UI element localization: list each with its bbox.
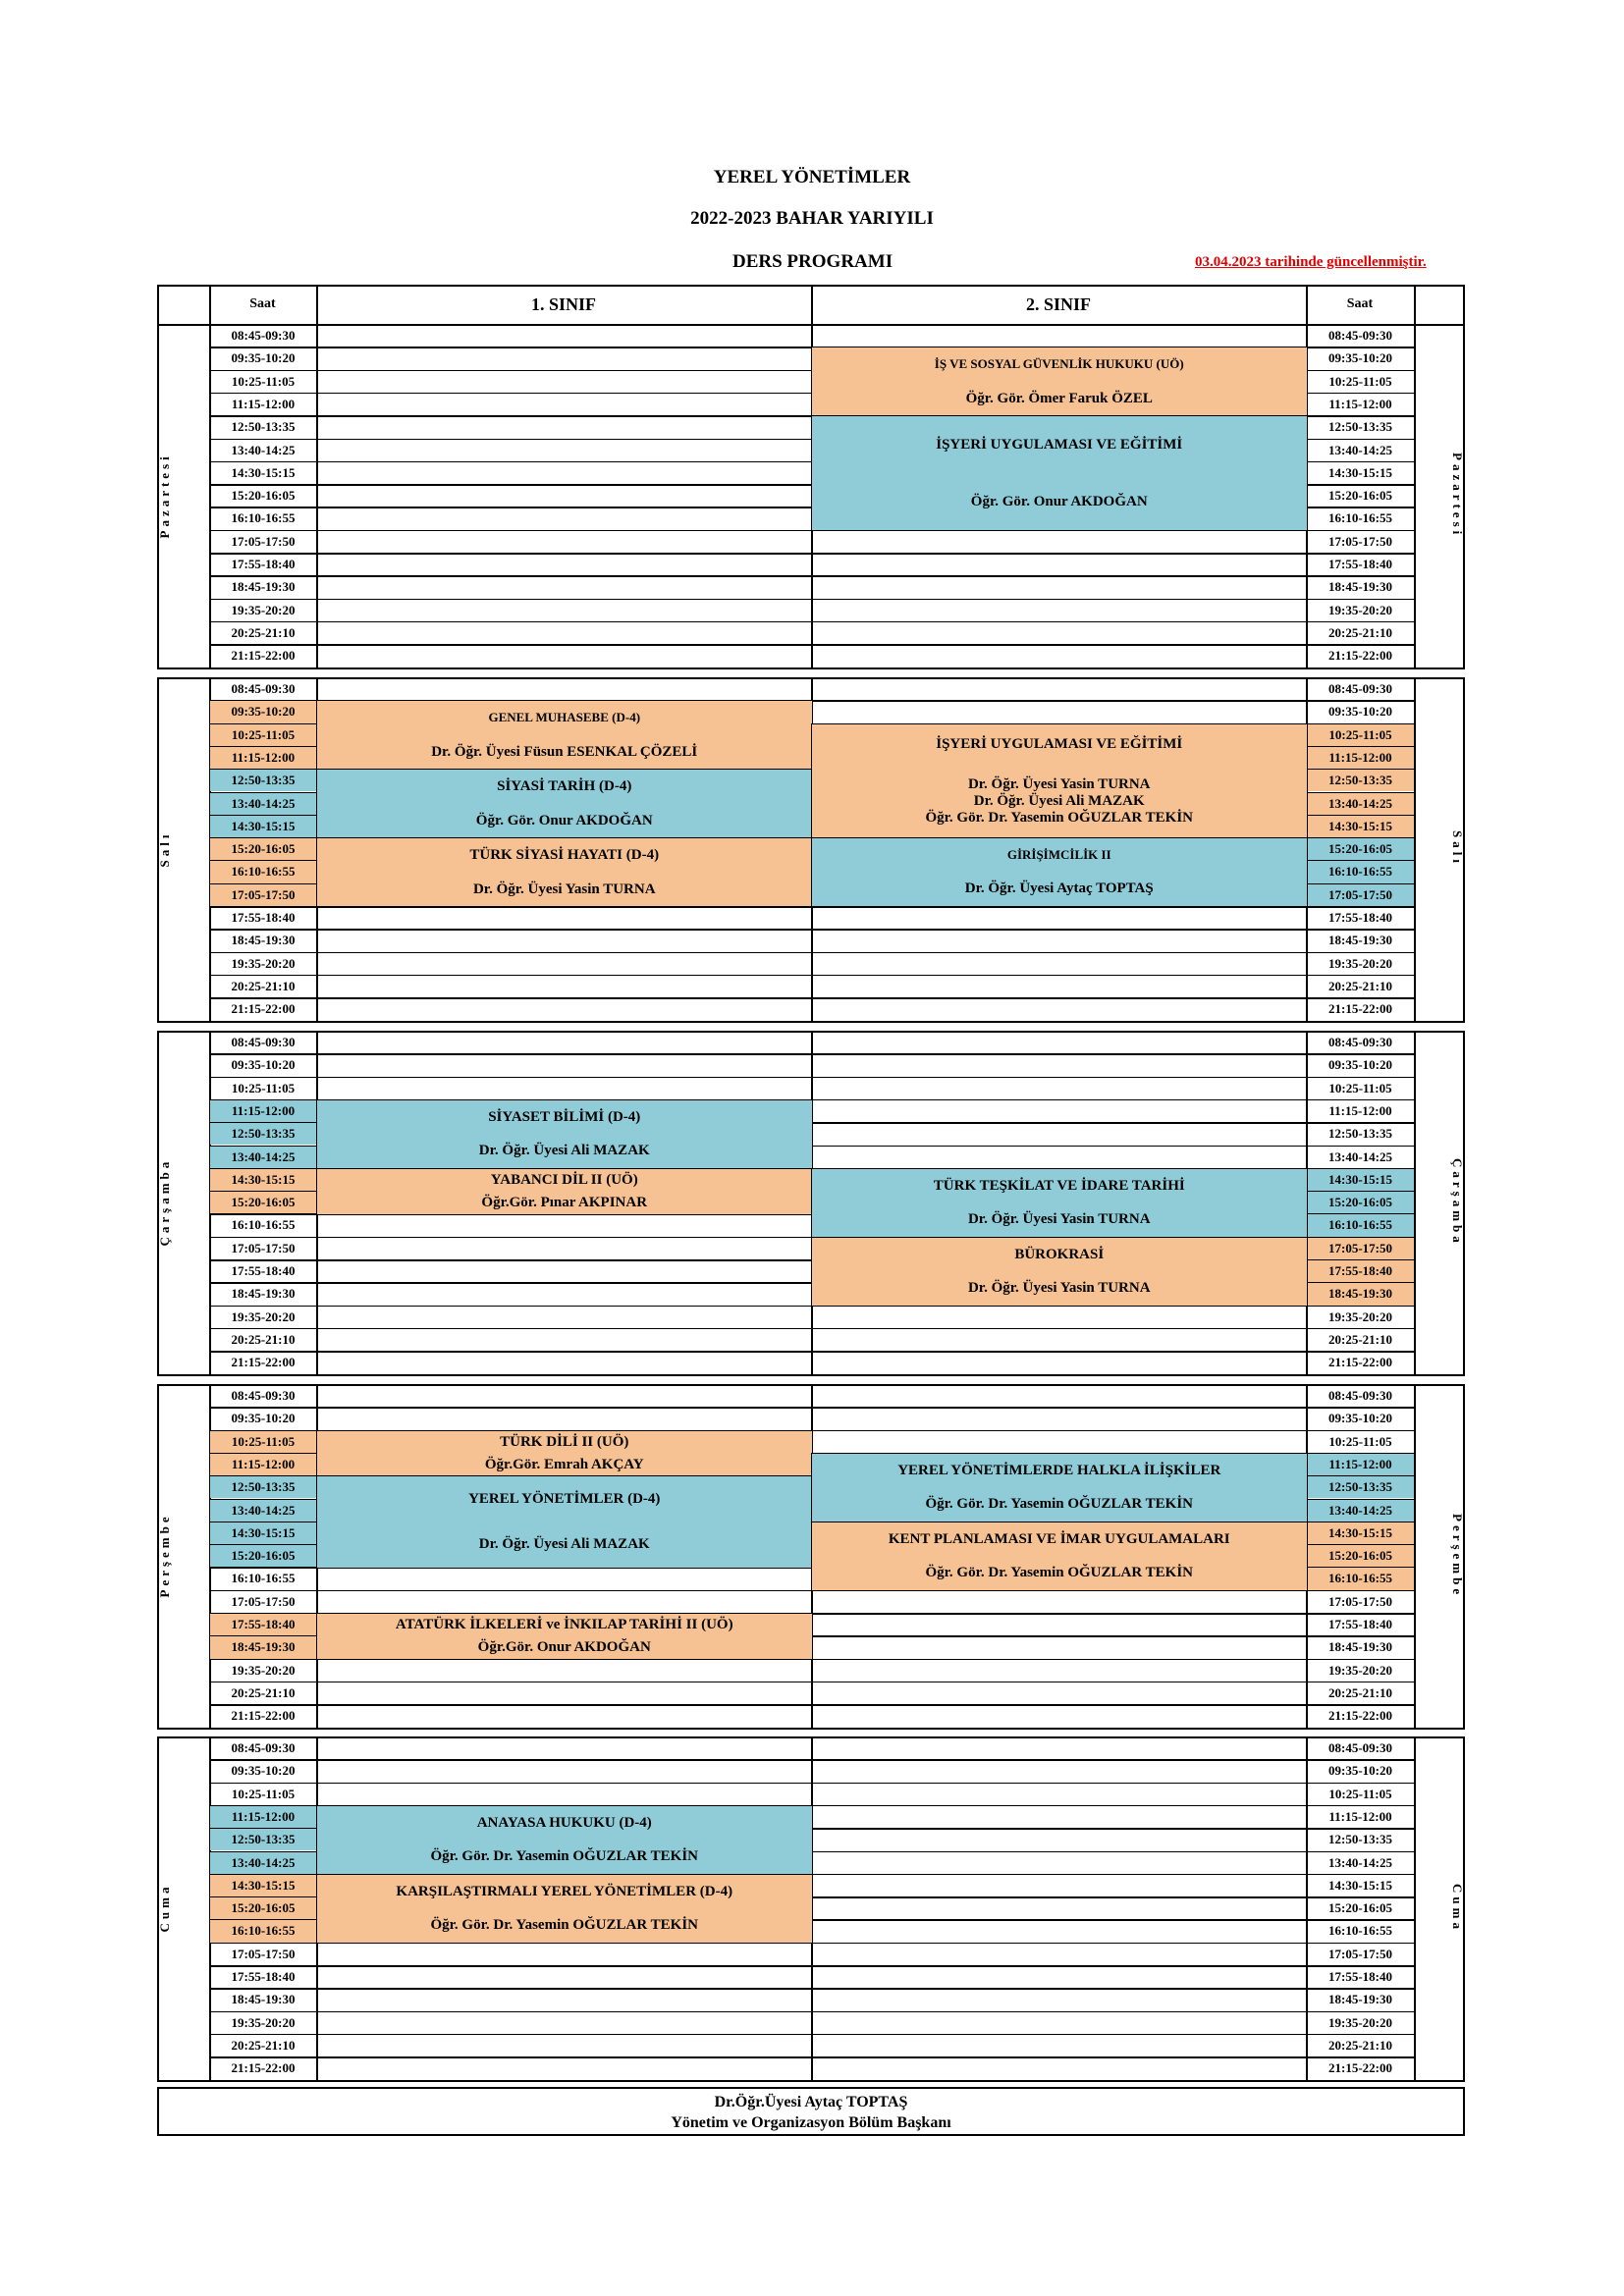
time-slot: 11:15-12:00 bbox=[231, 396, 296, 411]
time-slot: 20:25-21:10 bbox=[1328, 978, 1392, 993]
time-slot: 13:40-14:25 bbox=[1307, 1500, 1414, 1522]
time-slot: 08:45-09:30 bbox=[1328, 1388, 1392, 1403]
time-slot: 13:40-14:25 bbox=[210, 1852, 316, 1874]
time-slot: 09:35-10:20 bbox=[231, 350, 296, 366]
grid-line bbox=[209, 1328, 1414, 1330]
time-slot: 17:55-18:40 bbox=[231, 910, 296, 925]
course-teachers bbox=[925, 776, 1193, 827]
course-title: ATATÜRK İLKELERİ ve İNKILAP TARİHİ II (UÖ) bbox=[395, 1617, 733, 1633]
time-slot: 09:35-10:20 bbox=[210, 701, 316, 722]
course-teacher: Öğr. Gör. Dr. Yasemin OĞUZLAR TEKİN bbox=[430, 1848, 699, 1865]
time-slot: 13:40-14:25 bbox=[1328, 1148, 1392, 1164]
grid-line bbox=[209, 1053, 1414, 1055]
time-slot: 18:45-19:30 bbox=[231, 1992, 296, 2007]
time-slot: 10:25-11:05 bbox=[210, 724, 316, 746]
course-teacher: Öğr. Gör. Dr. Yasemin OĞUZLAR TEKİN bbox=[925, 809, 1194, 826]
time-slot: 17:05-17:50 bbox=[1328, 1593, 1392, 1609]
course-teacher: Öğr.Gör. Emrah AKÇAY bbox=[484, 1456, 644, 1472]
time-slot: 15:20-16:05 bbox=[210, 838, 316, 860]
day-label-left: Salı bbox=[157, 830, 172, 868]
grid-line bbox=[209, 1988, 1414, 1990]
class2-header: 2. SINIF bbox=[1025, 294, 1091, 314]
time-slot: 18:45-19:30 bbox=[1328, 579, 1392, 595]
course-block[interactable] bbox=[811, 837, 1308, 907]
course-teacher: Dr. Öğr. Üyesi Ali MAZAK bbox=[478, 1143, 650, 1159]
time-slot: 17:55-18:40 bbox=[231, 557, 296, 571]
time-slot: 18:45-19:30 bbox=[1328, 1639, 1392, 1655]
time-slot: 10:25-11:05 bbox=[1307, 724, 1414, 746]
time-slot: 18:45-19:30 bbox=[231, 933, 296, 948]
grid-line bbox=[209, 2011, 1414, 2013]
signature-name: Dr.Öğr.Üyesi Aytaç TOPTAŞ bbox=[714, 2094, 908, 2110]
time-slot: 16:10-16:55 bbox=[1328, 510, 1392, 526]
time-slot: 19:35-20:20 bbox=[1328, 955, 1392, 971]
course-title: İŞ VE SOSYAL GÜVENLİK HUKUKU (UÖ) bbox=[934, 356, 1184, 372]
grid-line bbox=[209, 997, 1414, 999]
time-slot: 09:35-10:20 bbox=[1328, 350, 1392, 366]
time-slot: 11:15-12:00 bbox=[1328, 396, 1392, 411]
course-block[interactable] bbox=[811, 1168, 1308, 1238]
grid-line bbox=[209, 2034, 1414, 2036]
course-block[interactable] bbox=[316, 1168, 813, 1215]
grid-line bbox=[209, 1965, 1414, 1967]
course-title: KARŞILAŞTIRMALI YEREL YÖNETİMLER (D-4) bbox=[396, 1883, 733, 1899]
time-slot: 17:05-17:50 bbox=[231, 1946, 296, 1961]
time-slot: 17:55-18:40 bbox=[1307, 1260, 1414, 1282]
time-slot: 21:15-22:00 bbox=[231, 1001, 296, 1017]
time-slot: 21:15-22:00 bbox=[231, 2060, 296, 2076]
course-title: İŞYERİ UYGULAMASI VE EĞİTİMİ bbox=[936, 436, 1183, 453]
time-slot: 13:40-14:25 bbox=[210, 1147, 316, 1168]
updated-note: 03.04.2023 tarihinde güncellenmiştir. bbox=[1195, 254, 1427, 270]
time-slot: 19:35-20:20 bbox=[1328, 602, 1392, 617]
course-teacher: Dr. Öğr. Üyesi Füsun ESENKAL ÇÖZELİ bbox=[431, 743, 698, 760]
course-block[interactable] bbox=[316, 769, 813, 838]
course-title: KENT PLANLAMASI VE İMAR UYGULAMALARI bbox=[888, 1530, 1230, 1547]
time-slot: 21:15-22:00 bbox=[231, 648, 296, 664]
time-slot: 16:10-16:55 bbox=[210, 1920, 316, 1942]
time-slot: 12:50-13:35 bbox=[1307, 1476, 1414, 1498]
course-title: YEREL YÖNETİMLERDE HALKLA İLİŞKİLER bbox=[897, 1462, 1221, 1478]
day-label-left: Perşembe bbox=[157, 1513, 172, 1598]
time-slot: 13:40-14:25 bbox=[231, 442, 296, 457]
course-title: BÜROKRASİ bbox=[1014, 1246, 1105, 1262]
time-slot: 09:35-10:20 bbox=[1328, 1411, 1392, 1426]
time-slot: 17:05-17:50 bbox=[210, 884, 316, 906]
time-slot: 17:55-18:40 bbox=[210, 1614, 316, 1635]
time-slot: 18:45-19:30 bbox=[210, 1636, 316, 1658]
course-title: İŞYERİ UYGULAMASI VE EĞİTİMİ bbox=[936, 735, 1183, 752]
time-slot: 20:25-21:10 bbox=[1328, 1684, 1392, 1700]
time-slot: 21:15-22:00 bbox=[1328, 648, 1392, 664]
time-slot: 11:15-12:00 bbox=[1307, 1454, 1414, 1475]
course-block[interactable] bbox=[811, 1522, 1308, 1591]
course-teacher: Öğr. Gör. Ömer Faruk ÖZEL bbox=[965, 390, 1153, 406]
time-slot: 19:35-20:20 bbox=[1328, 1308, 1392, 1324]
time-slot: 15:20-16:05 bbox=[1328, 1900, 1392, 1916]
time-slot: 19:35-20:20 bbox=[1328, 1662, 1392, 1678]
time-slot: 12:50-13:35 bbox=[1307, 770, 1414, 791]
grid-line bbox=[209, 575, 1414, 577]
time-slot: 17:55-18:40 bbox=[231, 1263, 296, 1278]
time-slot: 18:45-19:30 bbox=[1307, 1283, 1414, 1305]
course-title: SİYASİ TARİH (D-4) bbox=[497, 778, 632, 795]
time-slot: 14:30-15:15 bbox=[1328, 1877, 1392, 1893]
course-block[interactable] bbox=[811, 1237, 1308, 1307]
time-slot: 08:45-09:30 bbox=[1328, 1740, 1392, 1755]
time-slot: 20:25-21:10 bbox=[231, 1684, 296, 1700]
time-slot: 19:35-20:20 bbox=[231, 955, 296, 971]
document-title: YEREL YÖNETİMLER bbox=[713, 167, 911, 187]
course-title: GENEL MUHASEBE (D-4) bbox=[488, 710, 641, 725]
time-slot: 21:15-22:00 bbox=[231, 1355, 296, 1370]
time-slot: 15:20-16:05 bbox=[231, 488, 296, 504]
time-slot: 15:20-16:05 bbox=[210, 1897, 316, 1919]
grid-line bbox=[209, 1783, 1414, 1785]
time-slot: 12:50-13:35 bbox=[210, 1476, 316, 1498]
course-title: YEREL YÖNETİMLER (D-4) bbox=[468, 1490, 661, 1507]
grid-line bbox=[209, 599, 1414, 601]
grid-line bbox=[209, 621, 1414, 623]
day-label-left: Çarşamba bbox=[157, 1157, 172, 1247]
grid-line bbox=[1414, 285, 1416, 324]
course-teacher: Dr. Öğr. Üyesi Aytaç TOPTAŞ bbox=[964, 881, 1154, 897]
course-title: TÜRK DİLİ II (UÖ) bbox=[500, 1433, 629, 1450]
course-block[interactable] bbox=[811, 723, 1308, 839]
course-teacher: Dr. Öğr. Üyesi Yasin TURNA bbox=[472, 881, 656, 897]
time-slot: 08:45-09:30 bbox=[231, 1740, 296, 1755]
day-label-left: Pazartesi bbox=[157, 453, 172, 539]
signature-role: Yönetim ve Organizasyon Bölüm Başkanı bbox=[671, 2114, 951, 2131]
grid-line bbox=[209, 1704, 1414, 1706]
time-slot: 09:35-10:20 bbox=[1328, 1763, 1392, 1779]
time-slot: 11:15-12:00 bbox=[210, 747, 316, 769]
time-slot: 10:25-11:05 bbox=[1328, 1080, 1392, 1095]
time-slot: 13:40-14:25 bbox=[210, 1500, 316, 1522]
time-slot: 09:35-10:20 bbox=[231, 1763, 296, 1779]
time-slot: 18:45-19:30 bbox=[231, 579, 296, 595]
grid-line bbox=[209, 1407, 1414, 1409]
time-slot: 14:30-15:15 bbox=[1328, 464, 1392, 480]
course-block[interactable] bbox=[316, 700, 813, 770]
time-slot: 17:05-17:50 bbox=[1307, 884, 1414, 906]
signature-block bbox=[157, 2087, 1465, 2136]
time-slot: 21:15-22:00 bbox=[1328, 1708, 1392, 1724]
time-slot: 11:15-12:00 bbox=[1328, 1808, 1392, 1824]
time-slot: 17:05-17:50 bbox=[1328, 1946, 1392, 1961]
time-slot: 10:25-11:05 bbox=[231, 1080, 296, 1095]
time-slot: 08:45-09:30 bbox=[231, 1388, 296, 1403]
time-slot: 11:15-12:00 bbox=[1328, 1102, 1392, 1118]
grid-line bbox=[316, 324, 318, 667]
time-slot: 16:10-16:55 bbox=[231, 510, 296, 526]
time-slot: 21:15-22:00 bbox=[1328, 2060, 1392, 2076]
time-slot: 10:25-11:05 bbox=[210, 1431, 316, 1453]
day-label-right: Perşembe bbox=[1450, 1513, 1465, 1598]
time-slot: 15:20-16:05 bbox=[1328, 488, 1392, 504]
time-slot: 14:30-15:15 bbox=[210, 1169, 316, 1191]
time-slot: 14:30-15:15 bbox=[1307, 1522, 1414, 1544]
time-slot: 20:25-21:10 bbox=[231, 978, 296, 993]
time-slot: 20:25-21:10 bbox=[1328, 1331, 1392, 1347]
time-slot: 13:40-14:25 bbox=[1307, 793, 1414, 815]
time-slot: 16:10-16:55 bbox=[231, 1217, 296, 1233]
time-slot: 09:35-10:20 bbox=[1328, 704, 1392, 720]
time-slot: 17:05-17:50 bbox=[1307, 1238, 1414, 1259]
course-teacher: Dr. Öğr. Üyesi Yasin TURNA bbox=[967, 775, 1151, 792]
time-slot: 20:25-21:10 bbox=[231, 2037, 296, 2053]
time-slot: 10:25-11:05 bbox=[231, 373, 296, 389]
grid-line bbox=[209, 1759, 1414, 1761]
time-slot: 15:20-16:05 bbox=[1307, 1192, 1414, 1213]
grid-line bbox=[209, 553, 1414, 555]
time-slot: 08:45-09:30 bbox=[231, 681, 296, 696]
course-teacher: Öğr. Gör. Dr. Yasemin OĞUZLAR TEKİN bbox=[430, 1917, 699, 1934]
time-slot: 17:05-17:50 bbox=[231, 1593, 296, 1609]
time-slot: 16:10-16:55 bbox=[231, 1571, 296, 1586]
time-slot: 13:40-14:25 bbox=[210, 793, 316, 815]
day-label-left: Cuma bbox=[157, 1883, 172, 1933]
course-teacher: Öğr. Gör. Dr. Yasemin OĞUZLAR TEKİN bbox=[925, 1496, 1194, 1513]
time-slot: 12:50-13:35 bbox=[1328, 419, 1392, 435]
saat-header-right: Saat bbox=[1346, 296, 1374, 311]
time-slot: 12:50-13:35 bbox=[210, 1123, 316, 1145]
time-slot: 18:45-19:30 bbox=[231, 1286, 296, 1302]
time-slot: 17:55-18:40 bbox=[231, 1969, 296, 1984]
time-slot: 14:30-15:15 bbox=[1307, 1169, 1414, 1191]
time-slot: 09:35-10:20 bbox=[1328, 1057, 1392, 1073]
time-slot: 19:35-20:20 bbox=[231, 2014, 296, 2030]
time-slot: 10:25-11:05 bbox=[1328, 1786, 1392, 1801]
time-slot: 15:20-16:05 bbox=[210, 1545, 316, 1567]
time-slot: 15:20-16:05 bbox=[1307, 838, 1414, 860]
grid-line bbox=[209, 1077, 1414, 1079]
course-block[interactable] bbox=[811, 1453, 1308, 1522]
course-teacher: Dr. Öğr. Üyesi Yasin TURNA bbox=[967, 1211, 1151, 1228]
grid-line bbox=[209, 929, 1414, 931]
course-block[interactable] bbox=[316, 1805, 813, 1875]
time-slot: 19:35-20:20 bbox=[231, 1662, 296, 1678]
course-block[interactable] bbox=[811, 347, 1308, 416]
course-title: TÜRK TEŞKİLAT VE İDARE TARİHİ bbox=[933, 1177, 1185, 1194]
time-slot: 17:05-17:50 bbox=[231, 1240, 296, 1255]
course-teacher: Öğr. Gör. Dr. Yasemin OĞUZLAR TEKİN bbox=[925, 1565, 1194, 1581]
time-slot: 20:25-21:10 bbox=[1328, 624, 1392, 640]
time-slot: 19:35-20:20 bbox=[1328, 2014, 1392, 2030]
course-block[interactable] bbox=[316, 1099, 813, 1169]
time-slot: 19:35-20:20 bbox=[231, 1308, 296, 1324]
time-slot: 12:50-13:35 bbox=[1328, 1126, 1392, 1142]
time-slot: 12:50-13:35 bbox=[231, 419, 296, 435]
time-slot: 11:15-12:00 bbox=[210, 1100, 316, 1122]
time-slot: 18:45-19:30 bbox=[1328, 1992, 1392, 2007]
course-teacher: Dr. Öğr. Üyesi Yasin TURNA bbox=[967, 1280, 1151, 1297]
time-slot: 08:45-09:30 bbox=[231, 1035, 296, 1049]
time-slot: 08:45-09:30 bbox=[1328, 328, 1392, 343]
course-teacher: Öğr. Gör. Onur AKDOĞAN bbox=[970, 493, 1148, 509]
time-slot: 21:15-22:00 bbox=[1328, 1355, 1392, 1370]
course-title: SİYASET BİLİMİ (D-4) bbox=[488, 1108, 641, 1125]
time-slot: 17:55-18:40 bbox=[1328, 1617, 1392, 1631]
course-block[interactable] bbox=[316, 1613, 813, 1660]
class1-header: 1. SINIF bbox=[530, 294, 596, 314]
time-slot: 10:25-11:05 bbox=[1328, 373, 1392, 389]
time-slot: 12:50-13:35 bbox=[210, 1829, 316, 1850]
time-slot: 19:35-20:20 bbox=[231, 602, 296, 617]
saat-header-left: Saat bbox=[249, 296, 276, 311]
time-slot: 14:30-15:15 bbox=[231, 464, 296, 480]
time-slot: 14:30-15:15 bbox=[1307, 816, 1414, 837]
course-block[interactable] bbox=[316, 1874, 813, 1944]
time-slot: 14:30-15:15 bbox=[210, 1522, 316, 1544]
time-slot: 16:10-16:55 bbox=[210, 861, 316, 882]
time-slot: 15:20-16:05 bbox=[1307, 1545, 1414, 1567]
course-teacher: Dr. Öğr. Üyesi Ali MAZAK bbox=[478, 1536, 650, 1553]
grid-line bbox=[209, 2056, 1414, 2058]
time-slot: 13:40-14:25 bbox=[1328, 442, 1392, 457]
grid-line bbox=[209, 1682, 1414, 1683]
grid-line bbox=[209, 975, 1414, 977]
day-label-right: Pazartesi bbox=[1450, 453, 1465, 539]
time-slot: 11:15-12:00 bbox=[1307, 747, 1414, 769]
time-slot: 17:05-17:50 bbox=[1328, 533, 1392, 549]
course-title: ANAYASA HUKUKU (D-4) bbox=[476, 1814, 652, 1831]
semester-title: 2022-2023 BAHAR YARIYILI bbox=[690, 208, 934, 229]
day-label-right: Salı bbox=[1450, 830, 1465, 868]
time-slot: 13:40-14:25 bbox=[1328, 1854, 1392, 1870]
course-block[interactable] bbox=[316, 1475, 813, 1569]
time-slot: 11:15-12:00 bbox=[210, 1454, 316, 1475]
course-teacher: Öğr. Gör. Onur AKDOĞAN bbox=[475, 812, 653, 828]
time-slot: 14:30-15:15 bbox=[210, 1875, 316, 1896]
time-slot: 16:10-16:55 bbox=[1307, 1568, 1414, 1589]
program-title: DERS PROGRAMI bbox=[732, 251, 893, 272]
time-slot: 15:20-16:05 bbox=[210, 1192, 316, 1213]
course-title: YABANCI DİL II (UÖ) bbox=[490, 1171, 638, 1188]
time-slot: 10:25-11:05 bbox=[1328, 1433, 1392, 1449]
grid-line bbox=[209, 644, 1414, 646]
course-teacher: Dr. Öğr. Üyesi Ali MAZAK bbox=[973, 792, 1145, 809]
course-block[interactable] bbox=[316, 1430, 813, 1477]
course-title: TÜRK SİYASİ HAYATI (D-4) bbox=[469, 846, 660, 863]
time-slot: 09:35-10:20 bbox=[231, 1057, 296, 1073]
time-slot: 20:25-21:10 bbox=[231, 1331, 296, 1347]
time-slot: 20:25-21:10 bbox=[231, 624, 296, 640]
time-slot: 16:10-16:55 bbox=[1307, 861, 1414, 882]
time-slot: 17:55-18:40 bbox=[1328, 557, 1392, 571]
time-slot: 08:45-09:30 bbox=[231, 328, 296, 343]
time-slot: 16:10-16:55 bbox=[1307, 1214, 1414, 1236]
time-slot: 12:50-13:35 bbox=[210, 770, 316, 791]
course-block[interactable] bbox=[811, 415, 1308, 531]
course-teacher: Öğr.Gör. Pınar AKPINAR bbox=[481, 1194, 648, 1210]
time-slot: 12:50-13:35 bbox=[1328, 1832, 1392, 1847]
time-slot: 11:15-12:00 bbox=[210, 1806, 316, 1828]
time-slot: 17:05-17:50 bbox=[231, 533, 296, 549]
course-title: GİRİŞİMCİLİK II bbox=[1006, 847, 1111, 863]
time-slot: 09:35-10:20 bbox=[231, 1411, 296, 1426]
time-slot: 17:55-18:40 bbox=[1328, 1969, 1392, 1984]
time-slot: 18:45-19:30 bbox=[1328, 933, 1392, 948]
course-block[interactable] bbox=[316, 837, 813, 907]
time-slot: 08:45-09:30 bbox=[1328, 681, 1392, 696]
day-label-right: Çarşamba bbox=[1450, 1157, 1465, 1247]
time-slot: 16:10-16:55 bbox=[1328, 1923, 1392, 1939]
time-slot: 21:15-22:00 bbox=[1328, 1001, 1392, 1017]
time-slot: 20:25-21:10 bbox=[1328, 2037, 1392, 2053]
course-teacher: Öğr.Gör. Onur AKDOĞAN bbox=[477, 1639, 651, 1656]
grid-line bbox=[209, 952, 1414, 954]
time-slot: 17:55-18:40 bbox=[1328, 910, 1392, 925]
time-slot: 21:15-22:00 bbox=[231, 1708, 296, 1724]
time-slot: 10:25-11:05 bbox=[231, 1786, 296, 1801]
time-slot: 08:45-09:30 bbox=[1328, 1035, 1392, 1049]
day-label-right: Cuma bbox=[1450, 1883, 1465, 1933]
grid-line bbox=[209, 1351, 1414, 1353]
time-slot: 14:30-15:15 bbox=[210, 816, 316, 837]
